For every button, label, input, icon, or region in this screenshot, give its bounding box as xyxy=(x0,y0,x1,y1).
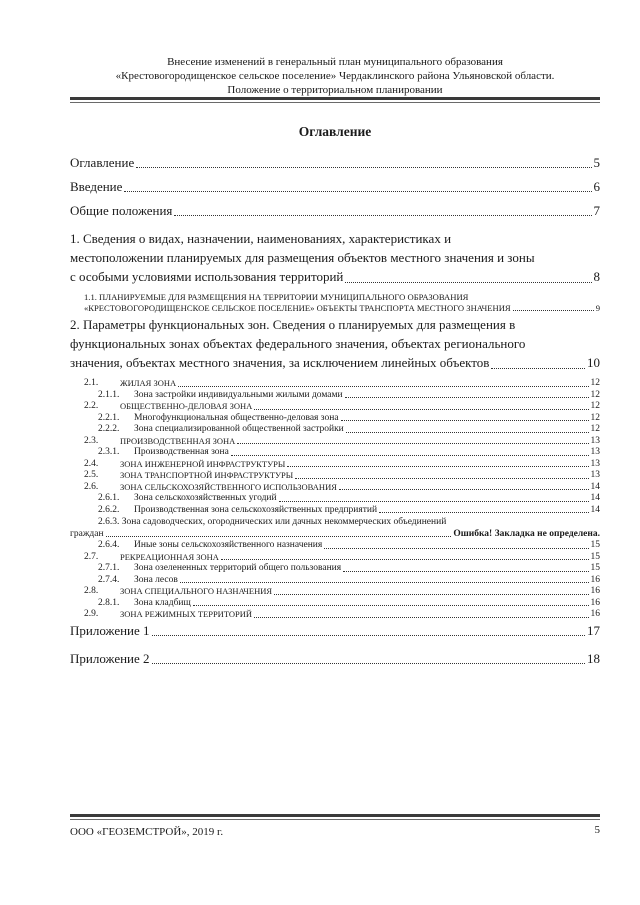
toc-entry-2-2-1[interactable]: 2.2.1. Многофункциональная общественно-деловая зона 12 xyxy=(98,412,600,423)
toc-entry-2-7-1[interactable]: 2.7.1. Зона озелененных территорий общего пользования 15 xyxy=(98,563,600,573)
toc-entry-2-6-4[interactable]: 2.6.4. Иные зоны сельскохозяйственного назначения 15 xyxy=(98,540,600,550)
header-rule-thin xyxy=(70,102,600,103)
toc-entry-2-1[interactable]: 2.1. ЖИЛАЯ ЗОНА 12 xyxy=(84,378,600,388)
toc-entry-2-7-4[interactable]: 2.7.4. Зона лесов 16 xyxy=(98,574,600,585)
toc-entry-appendix-1[interactable]: Приложение 1 17 xyxy=(70,622,600,638)
running-header xyxy=(70,55,600,97)
header-rule-thick xyxy=(70,97,600,100)
toc-entry-obshchie[interactable]: Общие положения 7 xyxy=(70,203,600,218)
toc-entry-2-3-1[interactable]: 2.3.1. Производственная зона 13 xyxy=(98,447,600,457)
toc-entry-2-6-3[interactable]: 2.6.3. Зона садоводческих, огороднических или дачных некоммерческих объединений граждан Ошибка! Закладка не определена. xyxy=(70,517,600,539)
header-line-1: Внесение изменений в генеральный план муниципального образования xyxy=(167,56,503,68)
toc-entry-oglavlenie[interactable]: Оглавление 5 xyxy=(70,155,600,170)
toc-entry-2-4[interactable]: 2.4. ЗОНА ИНЖЕНЕРНОЙ ИНФРАСТРУКТУРЫ 13 xyxy=(84,458,600,469)
header-line-3: Положение о территориальном планировании xyxy=(227,84,443,96)
toc-entry-section-1[interactable]: 1. Сведения о видах, назначении, наименованиях, характеристиках и местоположении планируемых для размещения объектов местного значения и зоны с особыми условиями использования территорий 8 xyxy=(70,231,600,284)
toc-entry-2-1-1[interactable]: 2.1.1. Зона застройки индивидуальными жилыми домами 12 xyxy=(98,389,600,400)
toc-title: Оглавление xyxy=(298,124,372,139)
bookmark-error: Ошибка! Закладка не определена. xyxy=(453,528,600,539)
toc-entry-2-8-1[interactable]: 2.8.1. Зона кладбищ 16 xyxy=(98,597,600,608)
toc-entry-2-6-1[interactable]: 2.6.1. Зона сельскохозяйственных угодий 14 xyxy=(98,493,600,503)
toc-entry-section-1-1[interactable]: 1.1. ПЛАНИРУЕМЫЕ ДЛЯ РАЗМЕЩЕНИЯ НА ТЕРРИТОРИИ МУНИЦИПАЛЬНОГО ОБРАЗОВАНИЯ «КРЕСТОВОГОРОДИЩЕНСКОЕ СЕЛЬСКОЕ ПОСЕЛЕНИЕ» ОБЪЕКТЫ ТРАНСПОРТА МЕСТНОГО ЗНАЧЕНИЯ 9 xyxy=(84,292,600,313)
toc-entry-2-3[interactable]: 2.3. ПРОИЗВОДСТВЕННАЯ ЗОНА 13 xyxy=(84,435,600,446)
toc-entry-2-2[interactable]: 2.2. ОБЩЕСТВЕННО-ДЕЛОВАЯ ЗОНА 12 xyxy=(84,401,600,411)
footer-page-number: 5 xyxy=(594,824,600,836)
footer-company: ООО «ГЕОЗЕМСТРОЙ», 2019 г. xyxy=(70,826,224,838)
toc-entry-2-5[interactable]: 2.5. ЗОНА ТРАНСПОРТНОЙ ИНФРАСТРУКТУРЫ 13 xyxy=(84,470,600,480)
toc-entry-2-6[interactable]: 2.6. ЗОНА СЕЛЬСКОХОЗЯЙСТВЕННОГО ИСПОЛЬЗОВАНИЯ 14 xyxy=(84,481,600,492)
toc-entry-appendix-2[interactable]: Приложение 2 18 xyxy=(70,650,600,666)
footer-rule-thin xyxy=(70,819,600,820)
toc-entry-2-7[interactable]: 2.7. РЕКРЕАЦИОННАЯ ЗОНА 15 xyxy=(84,551,600,562)
header-line-2: «Крестовогородищенское сельское поселение» Чердаклинского района Ульяновской области. xyxy=(115,70,555,82)
toc-entry-2-9[interactable]: 2.9. ЗОНА РЕЖИМНЫХ ТЕРРИТОРИЙ 16 xyxy=(84,609,600,619)
toc-entry-section-2[interactable]: 2. Параметры функциональных зон. Сведения о планируемых для размещения в функциональных зонах объектах федерального значения, объектах регионального значения, объектах местного значения, за исключением линейных объектов 10 xyxy=(70,317,600,370)
toc-entry-2-8[interactable]: 2.8. ЗОНА СПЕЦИАЛЬНОГО НАЗНАЧЕНИЯ 16 xyxy=(84,586,600,596)
toc-entry-vvedenie[interactable]: Введение 6 xyxy=(70,179,600,194)
footer-rule-thick xyxy=(70,814,600,817)
toc-entry-2-6-2[interactable]: 2.6.2. Производственная зона сельскохозяйственных предприятий 14 xyxy=(98,504,600,515)
table-of-contents xyxy=(70,155,600,675)
toc-entry-2-2-2[interactable]: 2.2.2. Зона специализированной общественной застройки 12 xyxy=(98,424,600,434)
